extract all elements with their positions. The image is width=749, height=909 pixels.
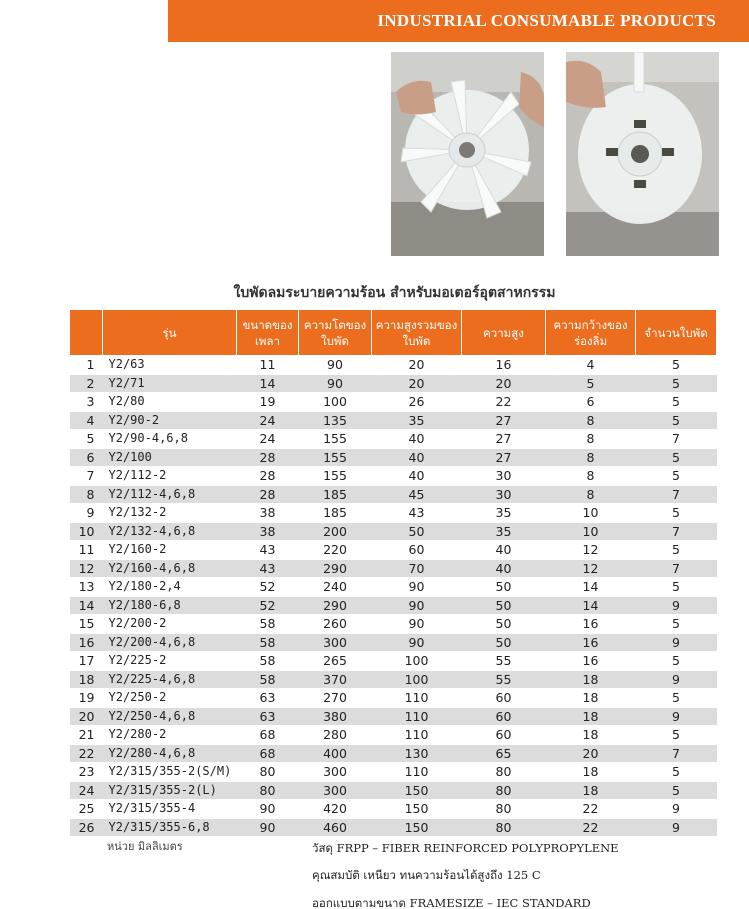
cell-shaft: 63	[237, 707, 299, 726]
cell-no: 7	[70, 467, 103, 486]
cell-height: 27	[462, 411, 546, 430]
table-header-row	[70, 310, 717, 356]
table-row	[70, 411, 717, 430]
header-model: รุ่น	[103, 310, 237, 356]
cell-blades: 7	[636, 559, 717, 578]
cell-height: 20	[462, 374, 546, 393]
cell-model: Y2/100	[103, 448, 237, 467]
cell-shaft: 58	[237, 670, 299, 689]
cell-keyway: 18	[546, 781, 636, 800]
cell-total-height: 45	[372, 485, 462, 504]
cell-keyway: 18	[546, 707, 636, 726]
header-banner	[168, 0, 749, 42]
fan-blade-photo-front	[391, 52, 544, 256]
cell-shaft: 90	[237, 818, 299, 837]
cell-height: 60	[462, 707, 546, 726]
cell-model: Y2/80	[103, 393, 237, 412]
cell-height: 30	[462, 485, 546, 504]
cell-blades: 5	[636, 448, 717, 467]
cell-total-height: 100	[372, 670, 462, 689]
cell-total-height: 150	[372, 800, 462, 819]
table-row	[70, 707, 717, 726]
fan-blade-spec-table	[69, 309, 717, 837]
cell-keyway: 22	[546, 818, 636, 837]
cell-shaft: 80	[237, 763, 299, 782]
cell-keyway: 8	[546, 411, 636, 430]
cell-diameter: 90	[299, 356, 372, 375]
cell-height: 50	[462, 633, 546, 652]
cell-diameter: 155	[299, 430, 372, 449]
cell-total-height: 40	[372, 430, 462, 449]
table-row	[70, 596, 717, 615]
cell-no: 24	[70, 781, 103, 800]
table-row	[70, 781, 717, 800]
cell-no: 11	[70, 541, 103, 560]
table-row	[70, 541, 717, 560]
cell-diameter: 290	[299, 559, 372, 578]
cell-height: 30	[462, 467, 546, 486]
cell-height: 55	[462, 670, 546, 689]
material-note: วัสดุ FRPP – FIBER REINFORCED POLYPROPYLENE	[312, 841, 619, 855]
cell-model: Y2/225-2	[103, 652, 237, 671]
cell-shaft: 24	[237, 411, 299, 430]
table-row	[70, 670, 717, 689]
table-row	[70, 356, 717, 375]
banner-title: INDUSTRIAL CONSUMABLE PRODUCTS	[377, 11, 716, 30]
cell-total-height: 110	[372, 689, 462, 708]
header-no	[70, 310, 103, 356]
cell-height: 35	[462, 522, 546, 541]
table-title: ใบพัดลมระบายความร้อน สำหรับมอเตอร์อุตสาหกรรม	[233, 285, 556, 301]
cell-model: Y2/180-2,4	[103, 578, 237, 597]
cell-shaft: 58	[237, 615, 299, 634]
cell-model: Y2/132-2	[103, 504, 237, 523]
cell-no: 2	[70, 374, 103, 393]
cell-keyway: 16	[546, 652, 636, 671]
cell-total-height: 90	[372, 578, 462, 597]
cell-height: 50	[462, 578, 546, 597]
cell-no: 15	[70, 615, 103, 634]
cell-blades: 7	[636, 522, 717, 541]
cell-height: 40	[462, 559, 546, 578]
cell-diameter: 100	[299, 393, 372, 412]
cell-keyway: 5	[546, 374, 636, 393]
cell-blades: 7	[636, 430, 717, 449]
cell-blades: 5	[636, 356, 717, 375]
cell-model: Y2/315/355-2(L)	[103, 781, 237, 800]
cell-keyway: 10	[546, 522, 636, 541]
cell-no: 23	[70, 763, 103, 782]
cell-total-height: 35	[372, 411, 462, 430]
property-note: คุณสมบัติ เหนียว ทนความร้อนได้สูงถึง 125 C	[312, 868, 541, 882]
cell-keyway: 4	[546, 356, 636, 375]
table-row	[70, 522, 717, 541]
cell-shaft: 80	[237, 781, 299, 800]
table-row	[70, 652, 717, 671]
cell-blades: 5	[636, 578, 717, 597]
cell-keyway: 8	[546, 430, 636, 449]
cell-diameter: 185	[299, 485, 372, 504]
cell-total-height: 110	[372, 763, 462, 782]
cell-height: 35	[462, 504, 546, 523]
cell-total-height: 20	[372, 374, 462, 393]
cell-model: Y2/90-4,6,8	[103, 430, 237, 449]
cell-no: 17	[70, 652, 103, 671]
cell-no: 1	[70, 356, 103, 375]
cell-diameter: 155	[299, 467, 372, 486]
header-height: ความสูง	[462, 310, 546, 356]
cell-model: Y2/132-4,6,8	[103, 522, 237, 541]
cell-no: 4	[70, 411, 103, 430]
cell-keyway: 22	[546, 800, 636, 819]
cell-diameter: 260	[299, 615, 372, 634]
cell-model: Y2/112-2	[103, 467, 237, 486]
cell-model: Y2/90-2	[103, 411, 237, 430]
cell-diameter: 185	[299, 504, 372, 523]
cell-shaft: 63	[237, 689, 299, 708]
cell-diameter: 420	[299, 800, 372, 819]
cell-no: 13	[70, 578, 103, 597]
table-row	[70, 763, 717, 782]
table-row	[70, 633, 717, 652]
table-row	[70, 818, 717, 837]
cell-height: 60	[462, 689, 546, 708]
cell-diameter: 90	[299, 374, 372, 393]
cell-model: Y2/315/355-4	[103, 800, 237, 819]
cell-no: 18	[70, 670, 103, 689]
cell-shaft: 68	[237, 744, 299, 763]
cell-blades: 5	[636, 467, 717, 486]
cell-height: 22	[462, 393, 546, 412]
cell-diameter: 300	[299, 781, 372, 800]
cell-diameter: 300	[299, 763, 372, 782]
cell-diameter: 300	[299, 633, 372, 652]
cell-shaft: 68	[237, 726, 299, 745]
cell-keyway: 12	[546, 559, 636, 578]
cell-keyway: 18	[546, 670, 636, 689]
cell-blades: 9	[636, 596, 717, 615]
cell-keyway: 8	[546, 467, 636, 486]
cell-keyway: 18	[546, 726, 636, 745]
cell-shaft: 11	[237, 356, 299, 375]
cell-total-height: 26	[372, 393, 462, 412]
cell-keyway: 8	[546, 485, 636, 504]
cell-total-height: 20	[372, 356, 462, 375]
unit-note: หน่วย มิลลิเมตร	[107, 840, 183, 853]
cell-height: 80	[462, 800, 546, 819]
cell-height: 60	[462, 726, 546, 745]
cell-total-height: 50	[372, 522, 462, 541]
cell-shaft: 43	[237, 541, 299, 560]
cell-total-height: 130	[372, 744, 462, 763]
cell-diameter: 460	[299, 818, 372, 837]
cell-total-height: 100	[372, 652, 462, 671]
cell-keyway: 20	[546, 744, 636, 763]
cell-shaft: 24	[237, 430, 299, 449]
cell-no: 12	[70, 559, 103, 578]
cell-blades: 5	[636, 689, 717, 708]
cell-model: Y2/160-2	[103, 541, 237, 560]
cell-diameter: 155	[299, 448, 372, 467]
cell-height: 80	[462, 781, 546, 800]
cell-height: 50	[462, 596, 546, 615]
table-row	[70, 393, 717, 412]
cell-blades: 7	[636, 744, 717, 763]
table-row	[70, 448, 717, 467]
cell-no: 21	[70, 726, 103, 745]
cell-total-height: 60	[372, 541, 462, 560]
cell-model: Y2/225-4,6,8	[103, 670, 237, 689]
cell-shaft: 43	[237, 559, 299, 578]
table-row	[70, 430, 717, 449]
cell-diameter: 270	[299, 689, 372, 708]
cell-diameter: 280	[299, 726, 372, 745]
cell-shaft: 28	[237, 467, 299, 486]
cell-blades: 5	[636, 763, 717, 782]
fan-blade-photo-back	[566, 52, 719, 256]
cell-model: Y2/180-6,8	[103, 596, 237, 615]
cell-model: Y2/63	[103, 356, 237, 375]
cell-model: Y2/112-4,6,8	[103, 485, 237, 504]
cell-height: 16	[462, 356, 546, 375]
cell-diameter: 370	[299, 670, 372, 689]
table-row	[70, 578, 717, 597]
cell-model: Y2/280-2	[103, 726, 237, 745]
cell-shaft: 19	[237, 393, 299, 412]
cell-shaft: 14	[237, 374, 299, 393]
table-row	[70, 726, 717, 745]
cell-total-height: 150	[372, 818, 462, 837]
cell-model: Y2/280-4,6,8	[103, 744, 237, 763]
cell-model: Y2/315/355-6,8	[103, 818, 237, 837]
header-blades: จำนวนใบพัด	[636, 310, 717, 356]
table-row	[70, 800, 717, 819]
cell-keyway: 8	[546, 448, 636, 467]
cell-no: 19	[70, 689, 103, 708]
cell-shaft: 38	[237, 522, 299, 541]
cell-model: Y2/250-2	[103, 689, 237, 708]
cell-shaft: 52	[237, 596, 299, 615]
cell-model: Y2/200-2	[103, 615, 237, 634]
table-row	[70, 374, 717, 393]
cell-blades: 5	[636, 504, 717, 523]
cell-no: 20	[70, 707, 103, 726]
cell-blades: 5	[636, 393, 717, 412]
cell-model: Y2/200-4,6,8	[103, 633, 237, 652]
cell-shaft: 38	[237, 504, 299, 523]
cell-total-height: 90	[372, 615, 462, 634]
cell-keyway: 14	[546, 596, 636, 615]
cell-no: 14	[70, 596, 103, 615]
header-diameter: ความโตของใบพัด	[299, 310, 372, 356]
cell-blades: 9	[636, 707, 717, 726]
table-row	[70, 744, 717, 763]
cell-model: Y2/250-4,6,8	[103, 707, 237, 726]
cell-diameter: 290	[299, 596, 372, 615]
cell-no: 6	[70, 448, 103, 467]
cell-height: 27	[462, 430, 546, 449]
cell-blades: 5	[636, 615, 717, 634]
cell-total-height: 110	[372, 707, 462, 726]
cell-total-height: 40	[372, 448, 462, 467]
cell-total-height: 90	[372, 633, 462, 652]
cell-blades: 9	[636, 818, 717, 837]
cell-blades: 5	[636, 411, 717, 430]
cell-diameter: 240	[299, 578, 372, 597]
cell-blades: 5	[636, 726, 717, 745]
cell-total-height: 40	[372, 467, 462, 486]
cell-keyway: 12	[546, 541, 636, 560]
cell-shaft: 90	[237, 800, 299, 819]
cell-height: 50	[462, 615, 546, 634]
cell-keyway: 10	[546, 504, 636, 523]
cell-height: 27	[462, 448, 546, 467]
cell-diameter: 380	[299, 707, 372, 726]
cell-diameter: 220	[299, 541, 372, 560]
cell-keyway: 18	[546, 763, 636, 782]
cell-blades: 9	[636, 670, 717, 689]
cell-blades: 9	[636, 800, 717, 819]
cell-keyway: 6	[546, 393, 636, 412]
cell-model: Y2/71	[103, 374, 237, 393]
cell-no: 26	[70, 818, 103, 837]
cell-diameter: 200	[299, 522, 372, 541]
cell-shaft: 58	[237, 652, 299, 671]
cell-height: 40	[462, 541, 546, 560]
cell-keyway: 14	[546, 578, 636, 597]
cell-no: 16	[70, 633, 103, 652]
cell-model: Y2/315/355-2(S/M)	[103, 763, 237, 782]
table-row	[70, 689, 717, 708]
cell-blades: 5	[636, 541, 717, 560]
cell-no: 10	[70, 522, 103, 541]
design-note: ออกแบบตามขนาด FRAMESIZE – IEC STANDARD	[312, 896, 591, 909]
cell-no: 8	[70, 485, 103, 504]
cell-no: 5	[70, 430, 103, 449]
cell-blades: 9	[636, 633, 717, 652]
cell-no: 22	[70, 744, 103, 763]
cell-total-height: 70	[372, 559, 462, 578]
table-row	[70, 467, 717, 486]
table-row	[70, 615, 717, 634]
cell-diameter: 400	[299, 744, 372, 763]
cell-diameter: 265	[299, 652, 372, 671]
cell-blades: 5	[636, 374, 717, 393]
cell-keyway: 16	[546, 633, 636, 652]
cell-height: 55	[462, 652, 546, 671]
cell-height: 65	[462, 744, 546, 763]
table-body	[70, 356, 717, 837]
cell-model: Y2/160-4,6,8	[103, 559, 237, 578]
cell-no: 3	[70, 393, 103, 412]
cell-total-height: 43	[372, 504, 462, 523]
table-row	[70, 504, 717, 523]
cell-blades: 7	[636, 485, 717, 504]
cell-no: 9	[70, 504, 103, 523]
header-keyway: ความกว้างของร่องลิ่ม	[546, 310, 636, 356]
cell-total-height: 110	[372, 726, 462, 745]
cell-no: 25	[70, 800, 103, 819]
cell-height: 80	[462, 818, 546, 837]
cell-keyway: 18	[546, 689, 636, 708]
cell-shaft: 52	[237, 578, 299, 597]
cell-height: 80	[462, 763, 546, 782]
cell-diameter: 135	[299, 411, 372, 430]
cell-shaft: 58	[237, 633, 299, 652]
cell-total-height: 90	[372, 596, 462, 615]
cell-shaft: 28	[237, 485, 299, 504]
cell-blades: 5	[636, 781, 717, 800]
cell-keyway: 16	[546, 615, 636, 634]
cell-total-height: 150	[372, 781, 462, 800]
table-row	[70, 559, 717, 578]
header-shaft: ขนาดของเพลา	[237, 310, 299, 356]
cell-shaft: 28	[237, 448, 299, 467]
cell-blades: 5	[636, 652, 717, 671]
table-row	[70, 485, 717, 504]
header-total-height: ความสูงรวมของใบพัด	[372, 310, 462, 356]
